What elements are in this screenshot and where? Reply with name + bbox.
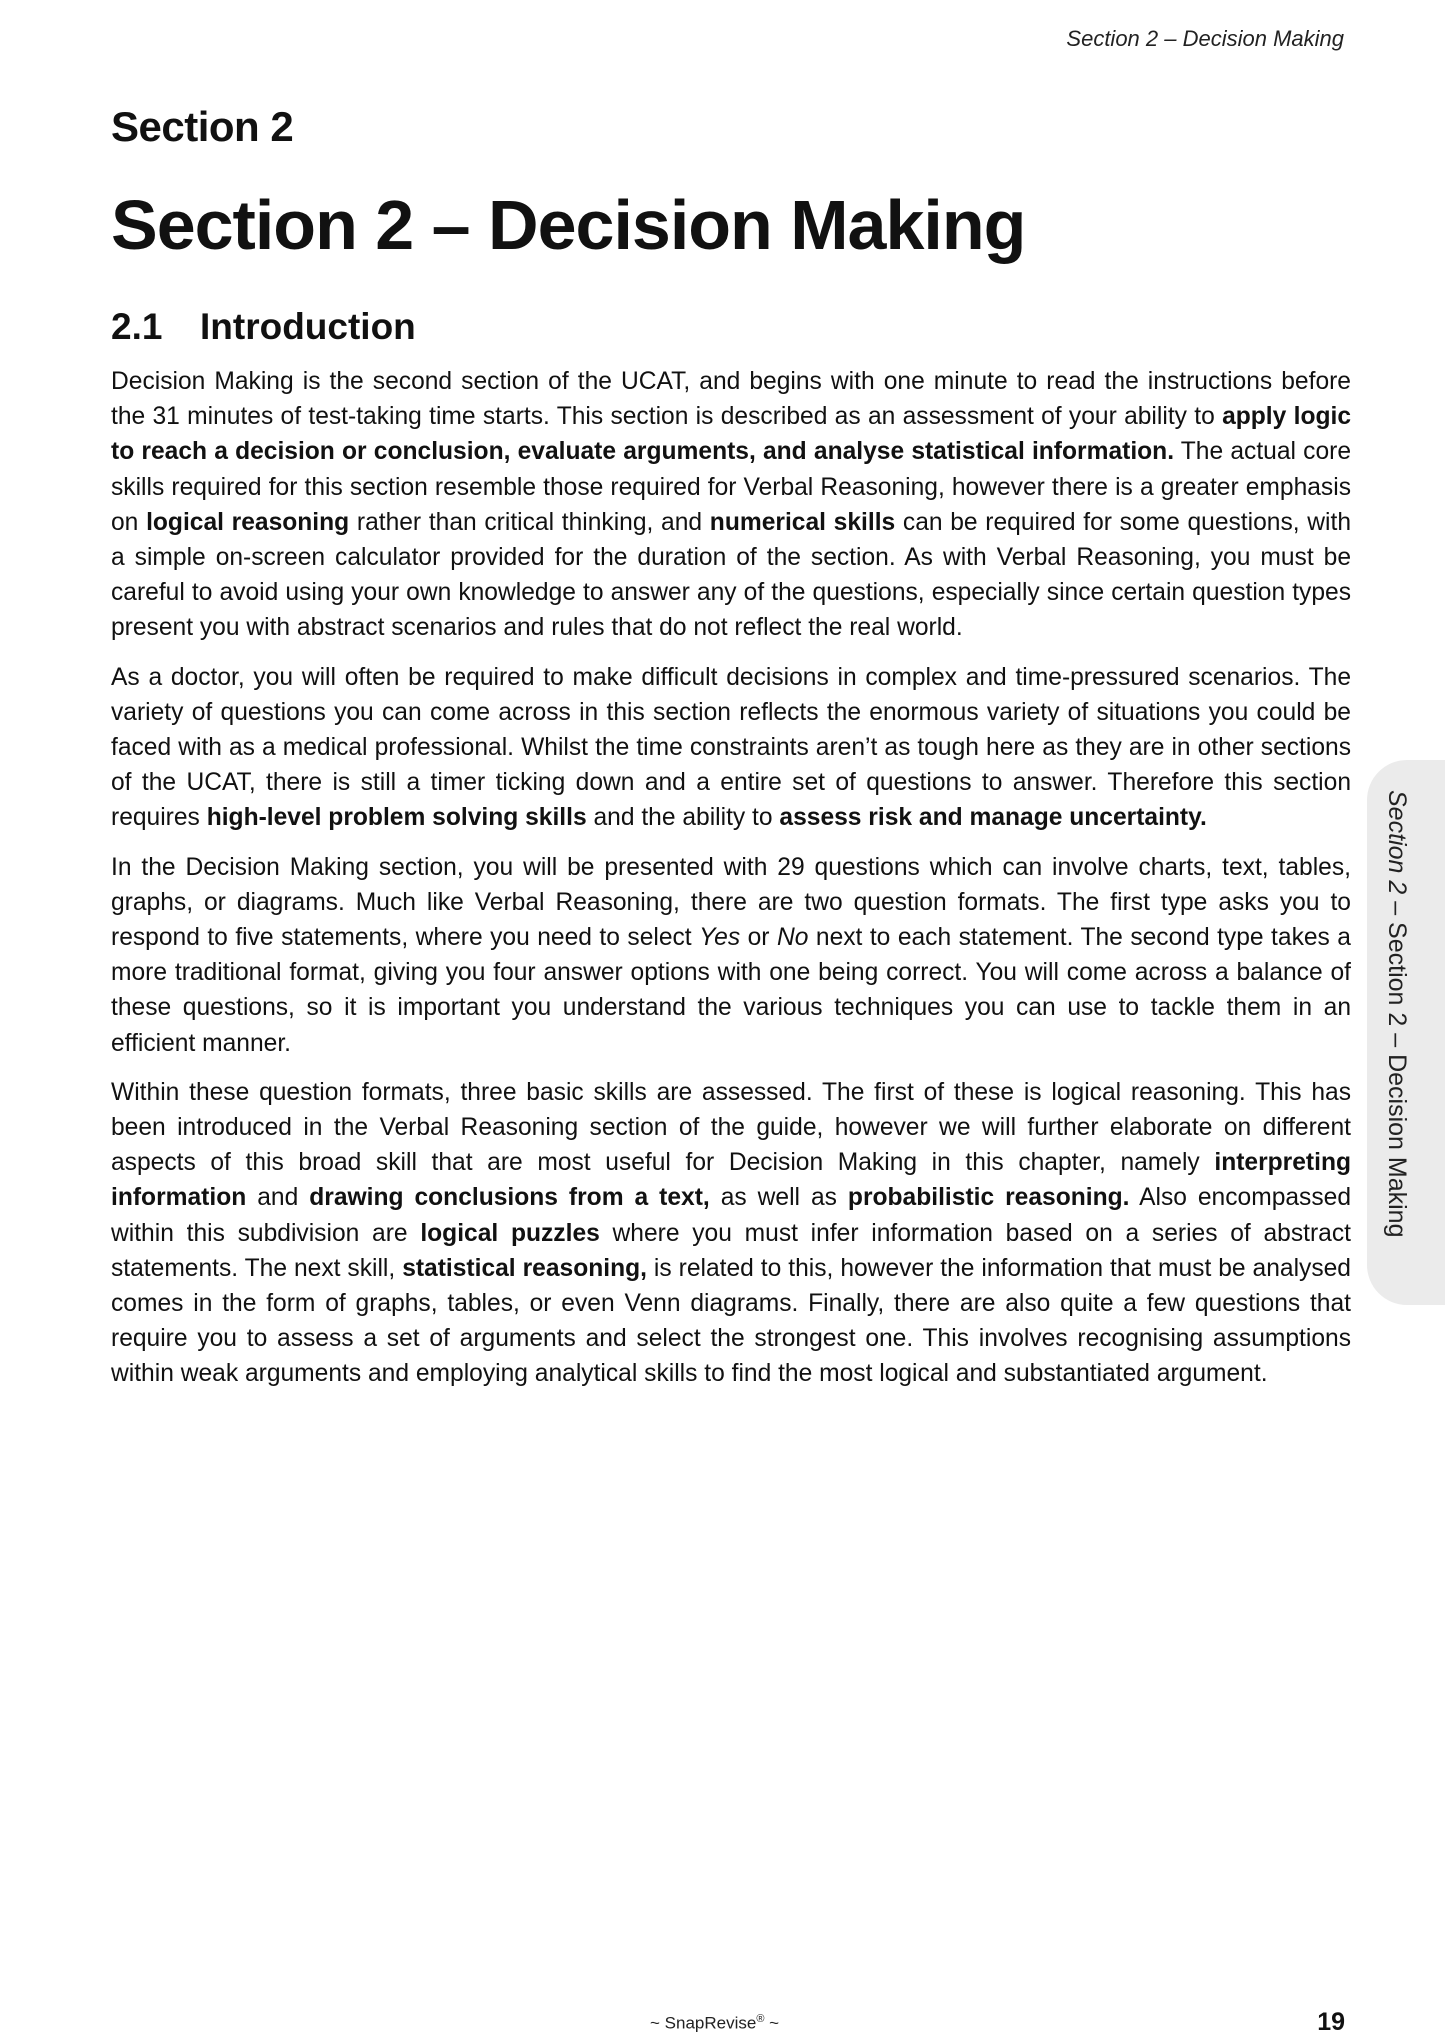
text-run: Also encompassed within this subdivision are (111, 1184, 1351, 1247)
bold-text: logical reasoning (146, 508, 350, 536)
text-run: Within these question formats, three basic skills are assessed. The first of these is logical reasoning. This has been introduced in the Verbal Reasoning section of the guide, however we will further elaborate on different aspects of this broad skill that are most useful for Decision Making in this chapter, namely (111, 1078, 1351, 1177)
text-run: rather than critical thinking, and (349, 508, 710, 536)
text-run: As a doctor, you will often be required to make difficult decisions in complex and time-pressured scenarios. The variety of questions you can come across in this section reflects the enormous variety of situations you could be faced with as a medical professional. Whilst the time constraints aren’t as tough here as they are in other sections of the UCAT, there is still a timer ticking down and a entire set of questions to answer. Therefore this section requires (111, 663, 1351, 832)
paragraph (111, 1075, 1351, 1392)
bold-text: probabilistic reasoning. (847, 1184, 1130, 1212)
subsection-heading (111, 306, 416, 348)
bold-text: high-level problem solving skills (206, 804, 587, 832)
italic-text: No (776, 924, 809, 952)
text-run: where you must infer information based on a series of abstract statements. The next skill, (111, 1219, 1351, 1282)
text-run: In the Decision Making section, you will be presented with 29 questions which can involve charts, text, tables, graphs, or diagrams. Much like Verbal Reasoning, there are two question formats. The first type asks you to respond to five statements, where you need to select (111, 853, 1351, 952)
text-run: The actual core skills required for this section resemble those required for Verbal Reasoning, however there is a greater emphasis on (111, 438, 1351, 536)
section-label: Section 2 (111, 103, 294, 150)
paragraph (111, 660, 1351, 836)
subsection-title: Introduction (200, 306, 416, 347)
paragraph (111, 364, 1351, 646)
text-run: and the ability to (586, 804, 780, 832)
bold-text: drawing conclusions from a text, (309, 1184, 710, 1212)
side-tab-label (1382, 790, 1411, 1238)
text-run: as well as (709, 1184, 848, 1212)
italic-text: Yes (699, 924, 741, 952)
side-tab-italic: Section 2 (1383, 790, 1411, 895)
bold-text: assess risk and manage uncertainty. (779, 804, 1207, 832)
bold-text: logical puzzles (420, 1219, 600, 1247)
page-number: 19 (1317, 2008, 1345, 2036)
text-run: or (740, 924, 777, 952)
bold-text: interpreting information (111, 1149, 1351, 1212)
text-run: can be required for some questions, with a simple on-screen calculator provided for the duration of the section. As with Verbal Reasoning, you must be careful to avoid using your own knowledge to answer any of the questions, especially since certain question types present you with abstract scenarios and rules that do not reflect the real world. (111, 508, 1352, 642)
running-header: Section 2 – Decision Making (1066, 26, 1344, 51)
bold-text: apply logic to reach a decision or conclusion, evaluate arguments, and analyse statistical information. (111, 403, 1352, 466)
bold-text: numerical skills (709, 508, 896, 536)
chapter-title: Section 2 – Decision Making (111, 186, 1026, 264)
text-run: and (246, 1184, 310, 1212)
side-tab-rest: – Section 2 – Decision Making (1383, 894, 1411, 1238)
bold-text: statistical reasoning, (402, 1254, 647, 1282)
paragraph (111, 850, 1351, 1061)
registered-mark: ® (756, 2013, 765, 2025)
subsection-number: 2.1 (111, 306, 163, 347)
text-run: next to each statement. The second type takes a more traditional format, giving you four answer options with one being correct. You will come across a balance of these questions, so it is important you understand the various techniques you can use to tackle them in an efficient manner. (111, 924, 1351, 1057)
text-run: is related to this, however the information that must be analysed comes in the form of graphs, tables, or even Venn diagrams. Finally, there are also quite a few questions that require you to assess a set of arguments and select the strongest one. This involves recognising assumptions within weak arguments and employing analytical skills to find the most logical and substantiated argument. (111, 1254, 1351, 1388)
body-text (111, 364, 1351, 1406)
text-run: Decision Making is the second section of the UCAT, and begins with one minute to read the instructions before the 31 minutes of test-taking time starts. This section is described as an assessment of your ability to (111, 368, 1351, 431)
footer-brand: ~ SnapRevise® ~ (650, 2013, 780, 2033)
